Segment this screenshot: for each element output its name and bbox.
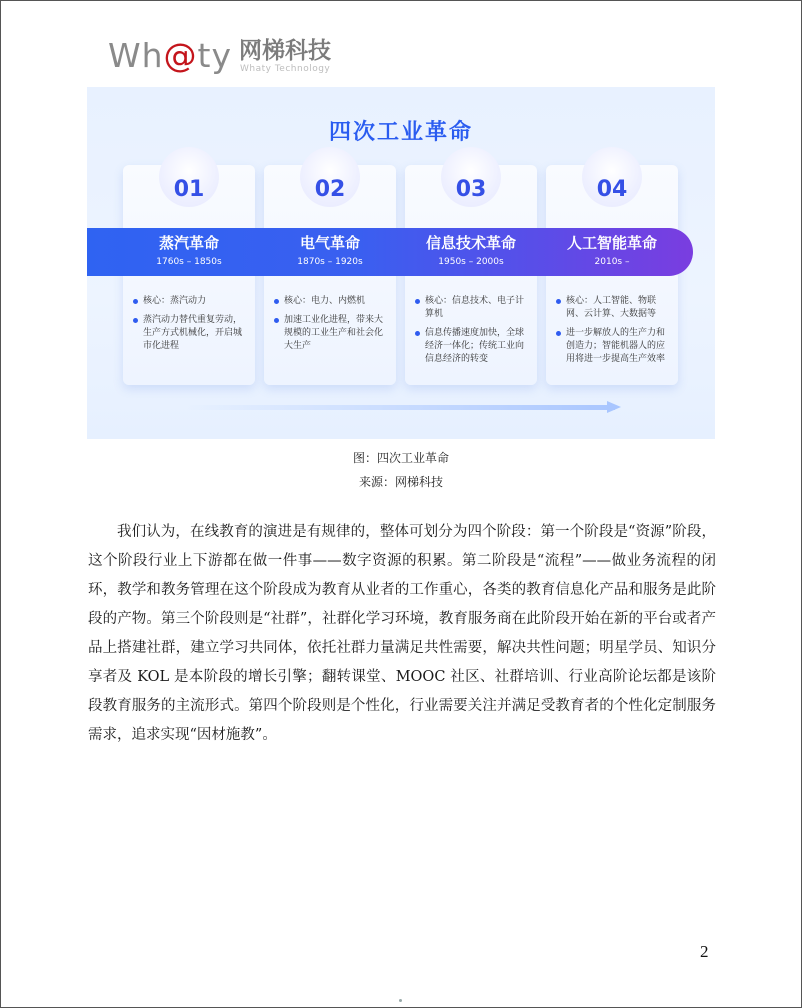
stage-bullets xyxy=(273,295,391,359)
figure-source: 来源：网梯科技 xyxy=(358,475,443,489)
body-paragraph: 我们认为，在线教育的演进是有规律的，整体可划分为四个阶段：第一个阶段是“资源”阶段，这个阶段行业上下游都在做一件事——数字资源的积累。第二阶段是“流程”——做业务流程的闭环，教学和教务管理在这个阶段成为教育从业者的工作重心，各类的教育信息化产品和服务是此阶段的产物。第三个阶段则是“社群”，社群化学习环境，教育服务商在此阶段开始在新的平台或者产品上搭建社群，建立学习共同体，依托社群力量满足共性需要，解决共性问题；明星学员、知识分享者及 KOL 是本阶段的增长引擎；翻转课堂、MOOC 社区、社群培训、行业高阶论坛都是该阶段教育服务的主流形式。第四个阶段则是个性化，行业需要关注并满足受教育者的个性化定制服务需求，追求实现“因材施教”。 xyxy=(88,524,716,743)
industrial-revolution-infographic xyxy=(87,87,715,439)
page-number: 2 xyxy=(700,942,709,961)
stage-heading-3 xyxy=(405,233,537,269)
logo-at-symbol: @ xyxy=(163,36,198,75)
bullet-item: 核心：蒸汽动力 xyxy=(132,295,250,308)
logo-english-name: Whaty Technology xyxy=(240,64,331,74)
stage-number: 03 xyxy=(455,177,487,202)
stage-bullets xyxy=(132,295,250,359)
stage-years: 2010s – xyxy=(594,257,630,267)
logo-wordmark xyxy=(108,36,232,76)
stage-name: 电气革命 xyxy=(299,234,360,252)
stage-heading-4 xyxy=(546,233,678,269)
stage-number: 01 xyxy=(173,177,205,202)
stage-bullets xyxy=(555,295,673,372)
bullet-item: 进一步解放人的生产力和创造力；智能机器人的应用将进一步提高生产效率 xyxy=(555,327,673,366)
logo-latin-a: Wh xyxy=(108,36,164,75)
bullet-item: 核心：信息技术、电子计算机 xyxy=(414,295,532,321)
logo-chinese-name: 网梯科技 xyxy=(239,38,331,64)
bullet-item: 蒸汽动力替代重复劳动，生产方式机械化，开启城市化进程 xyxy=(132,314,250,353)
stage-number: 04 xyxy=(596,177,628,202)
bullet-item: 核心：电力、内燃机 xyxy=(273,295,391,308)
stage-years: 1950s – 2000s xyxy=(438,257,504,267)
stage-name: 信息技术革命 xyxy=(425,234,516,252)
stage-years: 1760s – 1850s xyxy=(156,257,222,267)
infographic-title: 四次工业革命 xyxy=(328,120,473,145)
bullet-item: 信息传播速度加快，全球经济一体化；传统工业向信息经济的转变 xyxy=(414,327,532,366)
stage-bullets xyxy=(414,295,532,372)
logo-latin-b: ty xyxy=(197,36,233,75)
progress-arrow-line xyxy=(187,405,615,410)
arrow-right-icon xyxy=(607,401,621,413)
stage-name: 人工智能革命 xyxy=(566,234,657,252)
stage-years: 1870s – 1920s xyxy=(297,257,363,267)
bottom-dot xyxy=(399,999,402,1002)
stage-heading-1 xyxy=(123,233,255,269)
bullet-item: 核心：人工智能、物联网、云计算、大数据等 xyxy=(555,295,673,321)
bullet-item: 加速工业化进程，带来大规模的工业生产和社会化大生产 xyxy=(273,314,391,353)
figure-caption: 图：四次工业革命 xyxy=(352,451,449,465)
stage-name: 蒸汽革命 xyxy=(158,234,219,252)
stage-heading-2 xyxy=(264,233,396,269)
stage-number: 02 xyxy=(314,177,346,202)
